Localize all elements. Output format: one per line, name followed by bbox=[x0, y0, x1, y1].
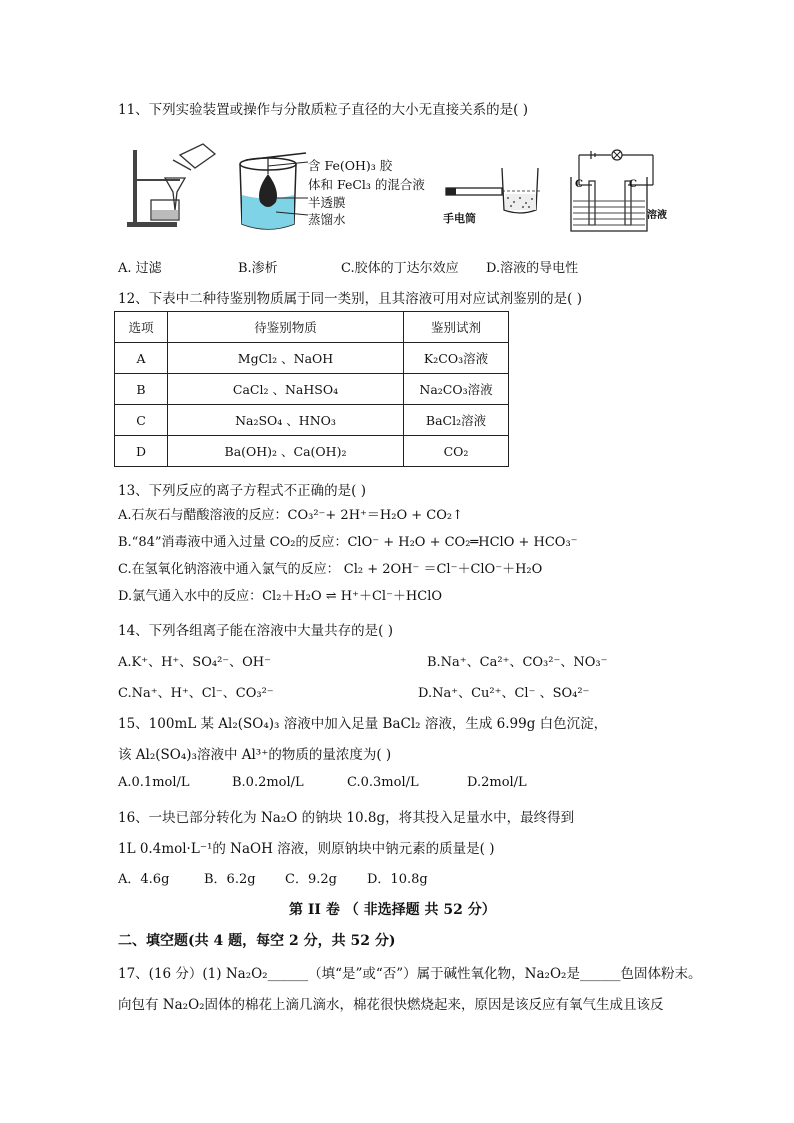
q16-option-a: A．4.6g bbox=[118, 872, 170, 887]
q17-line1: 17、(16 分）(1) Na₂O₂______（填“是”或“否”）属于碱性氧化物，Na₂O₂是______色固体粉末。 bbox=[118, 966, 702, 982]
dialysis-label-1: 含 Fe(OH)₃ 胶 bbox=[308, 158, 393, 173]
row-option: B bbox=[115, 374, 168, 405]
q11-option-d: D.溶液的导电性 bbox=[486, 261, 579, 276]
dialysis-label-2: 体和 FeCl₃ 的混合液 bbox=[308, 177, 425, 192]
q16-option-c: C．9.2g bbox=[285, 872, 337, 887]
q14-option-d: D.Na⁺、Cu²⁺、Cl⁻ 、SO₄²⁻ bbox=[418, 686, 590, 701]
table-row bbox=[115, 343, 509, 374]
dialysis-label-water: 蒸馏水 bbox=[308, 212, 346, 227]
table-row bbox=[115, 374, 509, 405]
electrode-label-right: C bbox=[629, 179, 637, 190]
q15-option-d: D.2mol/L bbox=[467, 775, 527, 790]
solution-label: 溶液 bbox=[647, 210, 667, 221]
q11-option-c: C.胶体的丁达尔效应 bbox=[341, 261, 459, 276]
q16-option-d: D．10.8g bbox=[367, 872, 428, 887]
q13-stem: 13、下列反应的离子方程式不正确的是( ) bbox=[118, 483, 367, 499]
q14-option-a: A.K⁺、H⁺、SO₄²⁻、OH⁻ bbox=[118, 655, 271, 670]
q15-option-b: B.0.2mol/L bbox=[232, 775, 304, 790]
filtration-apparatus-figure bbox=[125, 140, 220, 230]
q14-option-c: C.Na⁺、H⁺、Cl⁻、CO₃²⁻ bbox=[118, 686, 274, 701]
table-row bbox=[115, 405, 509, 436]
q13-option-d: D.氯气通入水中的反应：Cl₂＋H₂O ⇌ H⁺＋Cl⁻＋HClO bbox=[118, 589, 443, 604]
row-substances: Na₂SO₄ 、HNO₃ bbox=[168, 405, 404, 436]
flashlight-label: 手电筒 bbox=[443, 212, 476, 225]
row-reagent: CO₂ bbox=[404, 436, 509, 467]
q15-line2: 该 Al₂(SO₄)₃溶液中 Al³⁺的物质的量浓度为( ) bbox=[118, 747, 392, 763]
row-reagent: BaCl₂溶液 bbox=[404, 405, 509, 436]
q11-stem: 11、下列实验装置或操作与分散质粒子直径的大小无直接关系的是( ) bbox=[118, 102, 529, 118]
header-option: 选项 bbox=[115, 312, 168, 343]
row-substances: CaCl₂ 、NaHSO₄ bbox=[168, 374, 404, 405]
table-header-row bbox=[115, 312, 509, 343]
dialysis-leader-lines bbox=[268, 160, 312, 220]
q12-stem: 12、下表中二种待鉴别物质属于同一类别，且其溶液可用对应试剂鉴别的是( ) bbox=[118, 291, 583, 307]
part-heading: 二、填空题(共 4 题，每空 2 分，共 52 分) bbox=[118, 933, 396, 949]
row-substances: Ba(OH)₂ 、Ca(OH)₂ bbox=[168, 436, 404, 467]
header-substances: 待鉴别物质 bbox=[168, 312, 404, 343]
row-substances: MgCl₂ 、NaOH bbox=[168, 343, 404, 374]
q16-option-b: B．6.2g bbox=[204, 872, 256, 887]
row-option: A bbox=[115, 343, 168, 374]
q13-option-a: A.石灰石与醋酸溶液的反应：CO₃²⁻+ 2H⁺＝H₂O + CO₂↑ bbox=[118, 508, 463, 523]
q11-option-a: A. 过滤 bbox=[118, 261, 162, 276]
q14-option-b: B.Na⁺、Ca²⁺、CO₃²⁻、NO₃⁻ bbox=[427, 655, 608, 670]
row-option: D bbox=[115, 436, 168, 467]
conductivity-figure bbox=[565, 145, 665, 235]
row-option: C bbox=[115, 405, 168, 436]
q15-option-c: C.0.3mol/L bbox=[347, 775, 419, 790]
q17-line2: 向包有 Na₂O₂固体的棉花上滴几滴水，棉花很快燃烧起来，原因是该反应有氧气生成且该反 bbox=[118, 997, 664, 1013]
q16-line1: 16、一块已部分转化为 Na₂O 的钠块 10.8g，将其投入足量水中，最终得到 bbox=[118, 810, 575, 826]
row-reagent: Na₂CO₃溶液 bbox=[404, 374, 509, 405]
row-reagent: K₂CO₃溶液 bbox=[404, 343, 509, 374]
q13-option-b: B.“84”消毒液中通入过量 CO₂的反应：ClO⁻ + H₂O + CO₂═HClO + HCO₃⁻ bbox=[118, 535, 578, 550]
q12-table bbox=[114, 311, 509, 467]
header-reagent: 鉴别试剂 bbox=[404, 312, 509, 343]
section-title: 第 II 卷 （ 非选择题 共 52 分） bbox=[289, 902, 496, 918]
table-row bbox=[115, 436, 509, 467]
q16-line2: 1L 0.4mol·L⁻¹的 NaOH 溶液，则原钠块中钠元素的质量是( ) bbox=[118, 841, 495, 857]
q14-stem: 14、下列各组离子能在溶液中大量共存的是( ) bbox=[118, 623, 394, 639]
q15-option-a: A.0.1mol/L bbox=[118, 775, 190, 790]
q13-option-c: C.在氢氧化钠溶液中通入氯气的反应： Cl₂ + 2OH⁻ ＝Cl⁻＋ClO⁻＋H₂O bbox=[118, 562, 543, 577]
q11-option-b: B.渗析 bbox=[238, 261, 278, 276]
q15-line1: 15、100mL 某 Al₂(SO₄)₃ 溶液中加入足量 BaCl₂ 溶液，生成 6.99g 白色沉淀， bbox=[118, 716, 608, 732]
electrode-label-left: C bbox=[575, 179, 583, 190]
dialysis-label-membrane: 半透膜 bbox=[308, 195, 346, 210]
